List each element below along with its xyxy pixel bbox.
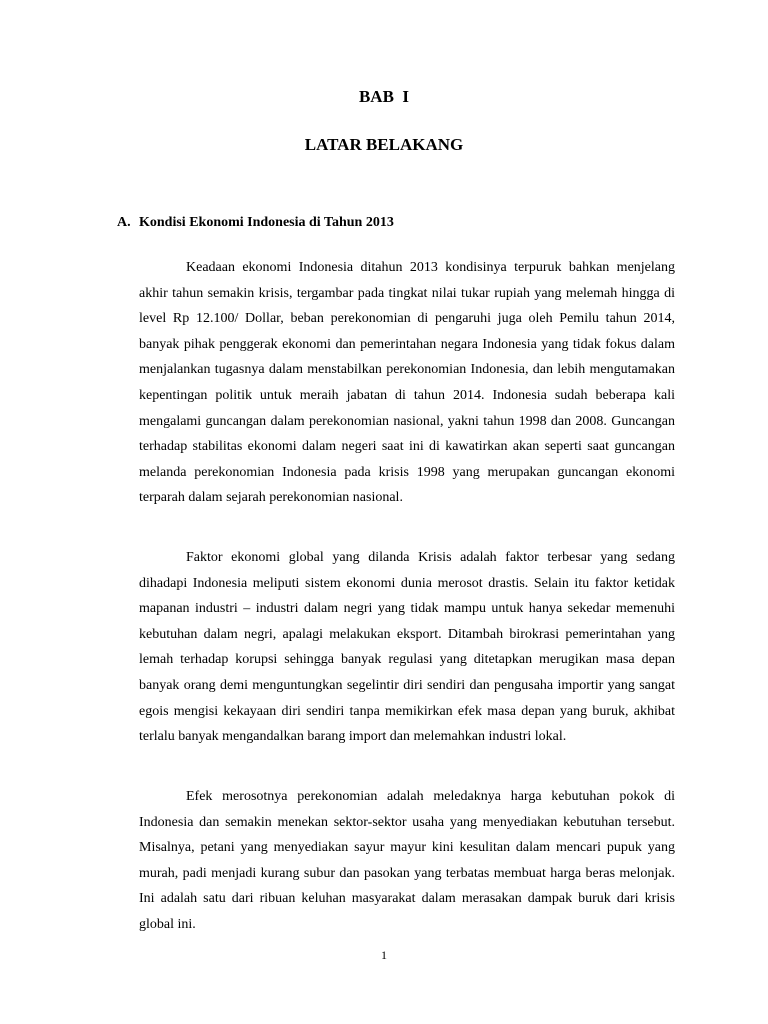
section-letter: A. [117, 215, 131, 230]
paragraph-3: Efek merosotnya perekonomian adalah meledaknya harga kebutuhan pokok di Indonesia dan semakin menekan sektor-sektor usaha yang menyediakan kebutuhan tersebut. Misalnya, petani yang menyediakan sayur mayur kini kesulitan dalam mencari pupuk yang murah, padi menjadi kurang subur dan pasokan yang terbatas membuat harga beras melonjak. Ini adalah satu dari ribuan keluhan masyarakat dalam merasakan dampak buruk dari krisis global ini. [139, 789, 675, 932]
chapter-number: BAB I [358, 87, 410, 106]
paragraph-2: Faktor ekonomi global yang dilanda Krisis adalah faktor terbesar yang sedang dihadapi Indonesia meliputi sistem ekonomi dunia merosot drastis. Selain itu faktor ketidak mapanan industri – industri dalam negri yang tidak mampu untuk hanya sekedar memenuhi kebutuhan dalam negri, apalagi melakukan eksport. Ditambah birokrasi pemerintahan yang lemah terhadap korupsi sehingga banyak regulasi yang ditetapkan merugikan masa depan banyak orang demi menguntungkan segelintir diri sendiri dan pengusaha importir yang sangat egois mengisi kekayaan diri sendiri tanpa memikirkan efek masa depan yang buruk, akhibat terlalu banyak mengandalkan barang import dan melemahkan industri lokal. [139, 550, 675, 745]
section-title: Kondisi Ekonomi Indonesia di Tahun 2013 [139, 215, 394, 230]
chapter-title: LATAR BELAKANG [304, 135, 464, 154]
section-heading [117, 215, 394, 231]
page-number: 1 [381, 948, 387, 962]
paragraph-1: Keadaan ekonomi Indonesia ditahun 2013 kondisinya terpuruk bahkan menjelang akhir tahun semakin krisis, tergambar pada tingkat nilai tukar rupiah yang melemah hingga di level Rp 12.100/ Dollar, beban perekonomian di pengaruhi juga oleh Pemilu tahun 2014, banyak pihak penggerak ekonomi dan pemerintahan negara Indonesia yang tidak fokus dalam menjalankan tugasnya dalam menstabilkan perekonomian Indonesia, dan lebih mengutamakan kepentingan politik untuk meraih jabatan di tahun 2014. Indonesia sudah beberapa kali mengalami guncangan dalam perekonomian nasional, yakni tahun 1998 dan 2008. Guncangan terhadap stabilitas ekonomi dalam negeri saat ini di kawatirkan akan seperti saat guncangan melanda perekonomian Indonesia pada krisis 1998 yang merupakan guncangan ekonomi terparah dalam sejarah perekonomian nasional. [139, 260, 675, 506]
